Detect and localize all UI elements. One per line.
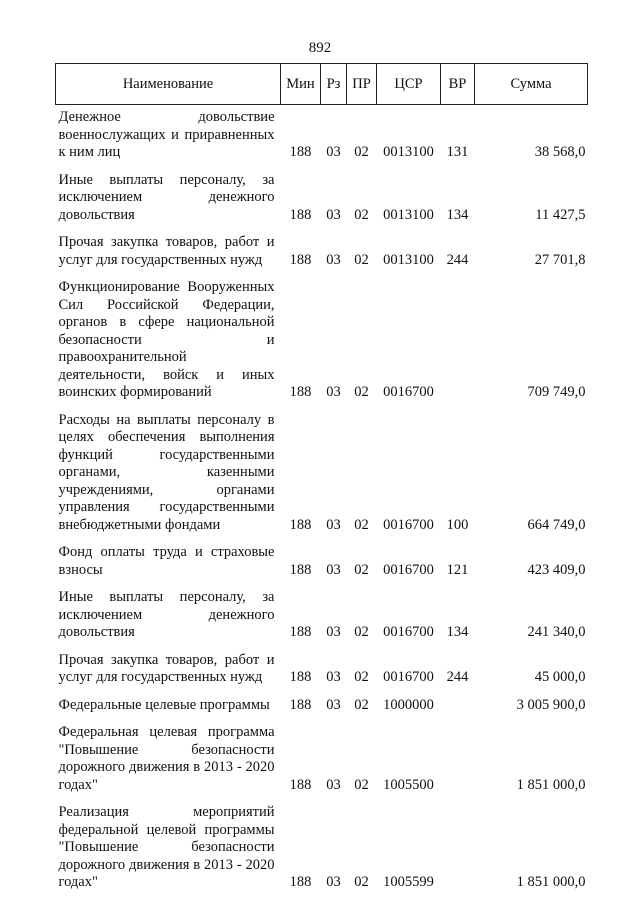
row-rz: 03 [326, 516, 341, 533]
row-pr: 02 [354, 144, 369, 160]
row-rz: 03 [326, 384, 341, 400]
row-name: Денежное довольствие военнослужащих и приравненных к ним лиц [58, 109, 275, 160]
header-min: Мин [281, 64, 321, 105]
row-pr: 02 [354, 624, 369, 640]
row-vr: 121 [446, 561, 469, 578]
row-min: 188 [289, 776, 312, 793]
row-sum: 1 851 000,0 [516, 874, 586, 890]
row-pr: 02 [354, 384, 369, 400]
row-vr: 131 [446, 144, 469, 160]
row-rz: 03 [326, 874, 341, 890]
row-min: 188 [289, 206, 312, 223]
header-sum: Сумма [475, 64, 588, 105]
row-name: Реализация мероприятий федеральной целевой программы "Повышение безопасности дорожного движения в 2013 - 2020 годах" [58, 804, 275, 890]
row-name: Расходы на выплаты персоналу в целях обеспечения выполнения функций государственными органами, казенными учреждениями, органами управления государственными внебюджетными фондами [58, 411, 275, 533]
row-pr: 02 [354, 516, 369, 533]
row-min: 188 [289, 669, 312, 685]
row-pr: 02 [354, 696, 369, 713]
row-sum: 38 568,0 [534, 144, 586, 160]
row-sum: 709 749,0 [527, 384, 586, 400]
row-min: 188 [289, 624, 312, 640]
row-csr: 1000000 [383, 696, 434, 713]
table-row [56, 408, 588, 541]
row-csr: 1005500 [383, 776, 434, 793]
row-rz: 03 [326, 776, 341, 793]
row-rz: 03 [326, 696, 341, 713]
budget-table [55, 63, 588, 898]
header-pr: ПР [347, 64, 377, 105]
row-csr: 0016700 [383, 384, 434, 400]
row-rz: 03 [326, 206, 341, 223]
row-sum: 45 000,0 [534, 669, 586, 685]
row-csr: 0013100 [383, 144, 434, 160]
row-min: 188 [289, 516, 312, 533]
row-vr: 100 [446, 516, 469, 533]
row-sum: 241 340,0 [527, 624, 586, 640]
row-name: Иные выплаты персоналу, за исключением денежного довольствия [58, 589, 275, 640]
table-row [56, 585, 588, 648]
row-pr: 02 [354, 874, 369, 890]
table-row [56, 275, 588, 408]
row-csr: 0016700 [383, 669, 434, 685]
table-row [56, 540, 588, 585]
row-name: Функционирование Вооруженных Сил Российской Федерации, органов в сфере национальной безопасности и правоохранительной деятельности, войск и иных воинских формирований [58, 279, 275, 400]
row-rz: 03 [326, 561, 341, 578]
row-name: Прочая закупка товаров, работ и услуг для государственных нужд [58, 651, 275, 685]
row-vr: 134 [446, 624, 469, 640]
row-sum: 664 749,0 [527, 516, 586, 533]
row-vr: 244 [446, 251, 469, 268]
header-name: Наименование [56, 64, 281, 105]
row-sum: 423 409,0 [527, 561, 586, 578]
row-min: 188 [289, 251, 312, 268]
header-csr: ЦСР [377, 64, 441, 105]
row-name: Иные выплаты персоналу, за исключением денежного довольствия [58, 171, 275, 223]
row-vr: 244 [446, 669, 469, 685]
row-name: Федеральная целевая программа "Повышение безопасности дорожного движения в 2013 - 2020 годах" [58, 724, 275, 793]
row-vr [441, 275, 475, 408]
table-row [56, 693, 588, 721]
header-vr: ВР [441, 64, 475, 105]
row-name: Федеральные целевые программы [58, 696, 270, 713]
row-rz: 03 [326, 669, 341, 685]
row-pr: 02 [354, 776, 369, 793]
row-name: Прочая закупка товаров, работ и услуг для государственных нужд [58, 234, 275, 268]
table-row [56, 105, 588, 168]
row-min: 188 [289, 384, 312, 400]
page-number: 892 [308, 40, 332, 56]
row-rz: 03 [326, 624, 341, 640]
header-rz: Рз [321, 64, 347, 105]
row-csr: 0013100 [383, 206, 434, 223]
table-row [56, 168, 588, 231]
row-sum: 1 851 000,0 [516, 776, 586, 793]
row-vr [441, 693, 475, 721]
row-csr: 0016700 [383, 624, 434, 640]
row-pr: 02 [354, 669, 369, 685]
row-csr: 0016700 [383, 561, 434, 578]
row-csr: 1005599 [383, 874, 434, 890]
row-vr [441, 800, 475, 898]
row-min: 188 [289, 561, 312, 578]
row-pr: 02 [354, 251, 369, 268]
row-sum: 11 427,5 [535, 206, 586, 223]
row-sum: 27 701,8 [534, 251, 586, 268]
row-min: 188 [289, 144, 312, 160]
row-rz: 03 [326, 251, 341, 268]
row-vr: 134 [446, 206, 469, 223]
row-min: 188 [289, 874, 312, 890]
row-rz: 03 [326, 144, 341, 160]
row-name: Фонд оплаты труда и страховые взносы [58, 544, 275, 578]
row-pr: 02 [354, 561, 369, 578]
table-row [56, 800, 588, 898]
row-csr: 0016700 [383, 516, 434, 533]
table-row [56, 648, 588, 693]
row-pr: 02 [354, 206, 369, 223]
row-sum: 3 005 900,0 [516, 696, 586, 713]
row-vr [441, 720, 475, 800]
table-row [56, 720, 588, 800]
row-min: 188 [289, 696, 312, 713]
table-row [56, 230, 588, 275]
table-header [56, 64, 588, 105]
row-csr: 0013100 [383, 251, 434, 268]
